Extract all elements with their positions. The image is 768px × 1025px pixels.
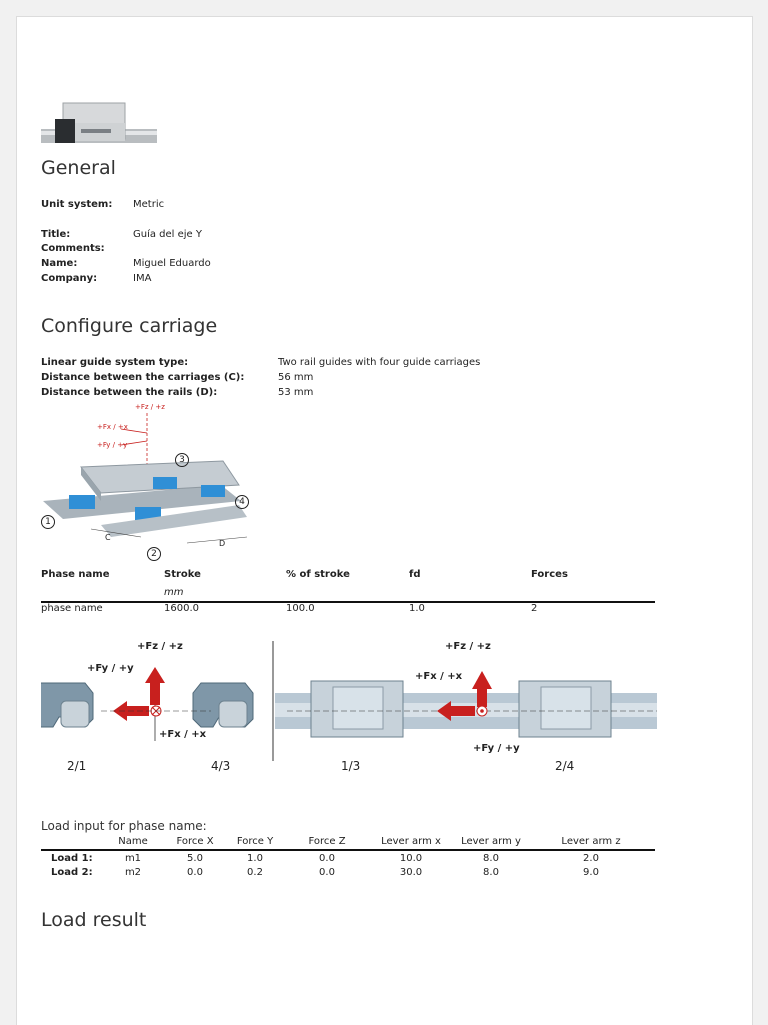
name-value: Miguel Eduardo xyxy=(133,258,211,269)
load-2-force-x: 0.0 xyxy=(187,867,203,878)
distance-d-value: 53 mm xyxy=(278,387,314,398)
diagram-marker-2: 2 xyxy=(147,547,161,561)
configure-carriage-heading: Configure carriage xyxy=(41,315,218,337)
title-label: Title: xyxy=(41,229,71,240)
diagram-marker-1: 1 xyxy=(41,515,55,529)
load-2-force-y: 0.2 xyxy=(247,867,263,878)
load-1-force-x: 5.0 xyxy=(187,853,203,864)
load-1-force-y: 1.0 xyxy=(247,853,263,864)
load-result-heading: Load result xyxy=(41,909,147,931)
diagram-c-label: C xyxy=(105,533,111,542)
phase-cell-stroke: 1600.0 xyxy=(164,603,199,614)
system-type-label: Linear guide system type: xyxy=(41,357,189,368)
fx-right-label: +Fx / +x xyxy=(415,671,463,682)
system-type-value: Two rail guides with four guide carriages xyxy=(278,357,481,368)
phase-cell-forces: 2 xyxy=(531,603,538,614)
phase-header-name: Phase name xyxy=(41,569,110,580)
name-label: Name: xyxy=(41,258,78,269)
load-2-name: m2 xyxy=(124,867,142,878)
pair-2-1-label: 2/1 xyxy=(67,759,87,773)
company-label: Company: xyxy=(41,273,98,284)
phase-header-stroke: Stroke xyxy=(164,569,201,580)
load-1-label: Load 1: xyxy=(51,853,93,864)
diagram-d-label: D xyxy=(219,539,226,548)
fy-left-label: +Fy / +y xyxy=(87,663,134,674)
pair-4-3-label: 4/3 xyxy=(211,759,231,773)
load-1-lever-y: 8.0 xyxy=(483,853,499,864)
unit-system-value: Metric xyxy=(133,199,165,210)
load-header-force-y: Force Y xyxy=(236,836,274,847)
phase-header-fd: fd xyxy=(409,569,421,580)
unit-system-label: Unit system: xyxy=(41,199,113,210)
load-2-lever-x: 30.0 xyxy=(399,867,423,878)
phase-table-rule xyxy=(41,601,655,603)
load-2-label: Load 2: xyxy=(51,867,93,878)
phase-table xyxy=(41,569,655,615)
carriage-configuration-diagram xyxy=(41,401,257,559)
load-input-table xyxy=(41,835,655,881)
stroke-unit: mm xyxy=(164,587,184,598)
document-page xyxy=(16,16,753,1025)
product-carriage-image xyxy=(41,93,157,159)
diagram-marker-4: 4 xyxy=(235,495,249,509)
load-header-lever-z: Lever arm z xyxy=(561,836,621,847)
distance-c-label: Distance between the carriages (C): xyxy=(41,372,245,383)
fx-left-label: +Fx / +x xyxy=(159,729,207,740)
pair-1-3-label: 1/3 xyxy=(341,759,361,773)
fz-right-label: +Fz / +z xyxy=(445,641,491,652)
diagram-marker-3: 3 xyxy=(175,453,189,467)
load-header-lever-x: Lever arm x xyxy=(381,836,441,847)
phase-header-forces: Forces xyxy=(531,569,568,580)
fz-left-label: +Fz / +z xyxy=(137,641,183,652)
distance-c-value: 56 mm xyxy=(278,372,314,383)
phase-cell-fd: 1.0 xyxy=(409,603,425,614)
comments-label: Comments: xyxy=(41,243,105,254)
load-header-force-x: Force X xyxy=(176,836,214,847)
diagram-fy-label: +Fy / +y xyxy=(97,441,128,449)
pair-2-4-label: 2/4 xyxy=(555,759,575,773)
fy-right-label: +Fy / +y xyxy=(473,743,520,754)
load-1-force-z: 0.0 xyxy=(319,853,335,864)
load-2-lever-z: 9.0 xyxy=(583,867,599,878)
phase-header-percent: % of stroke xyxy=(286,569,350,580)
general-heading: General xyxy=(41,157,116,179)
diagram-fx-label: +Fx / +x xyxy=(97,423,128,431)
phase-cell-percent: 100.0 xyxy=(286,603,315,614)
load-2-force-z: 0.0 xyxy=(319,867,335,878)
load-table-rule xyxy=(41,849,655,851)
phase-cell-name: phase name xyxy=(41,603,103,614)
distance-d-label: Distance between the rails (D): xyxy=(41,387,218,398)
load-header-force-z: Force Z xyxy=(308,836,346,847)
load-1-lever-z: 2.0 xyxy=(583,853,599,864)
load-1-lever-x: 10.0 xyxy=(399,853,423,864)
load-1-name: m1 xyxy=(124,853,142,864)
company-value: IMA xyxy=(133,273,152,284)
diagram-fz-label: +Fz / +z xyxy=(135,403,165,411)
load-input-caption: Load input for phase name: xyxy=(41,819,207,833)
load-header-name: Name xyxy=(118,836,148,847)
load-2-lever-y: 8.0 xyxy=(483,867,499,878)
force-direction-diagram xyxy=(41,641,657,771)
load-header-lever-y: Lever arm y xyxy=(461,836,521,847)
title-value: Guía del eje Y xyxy=(133,229,202,240)
